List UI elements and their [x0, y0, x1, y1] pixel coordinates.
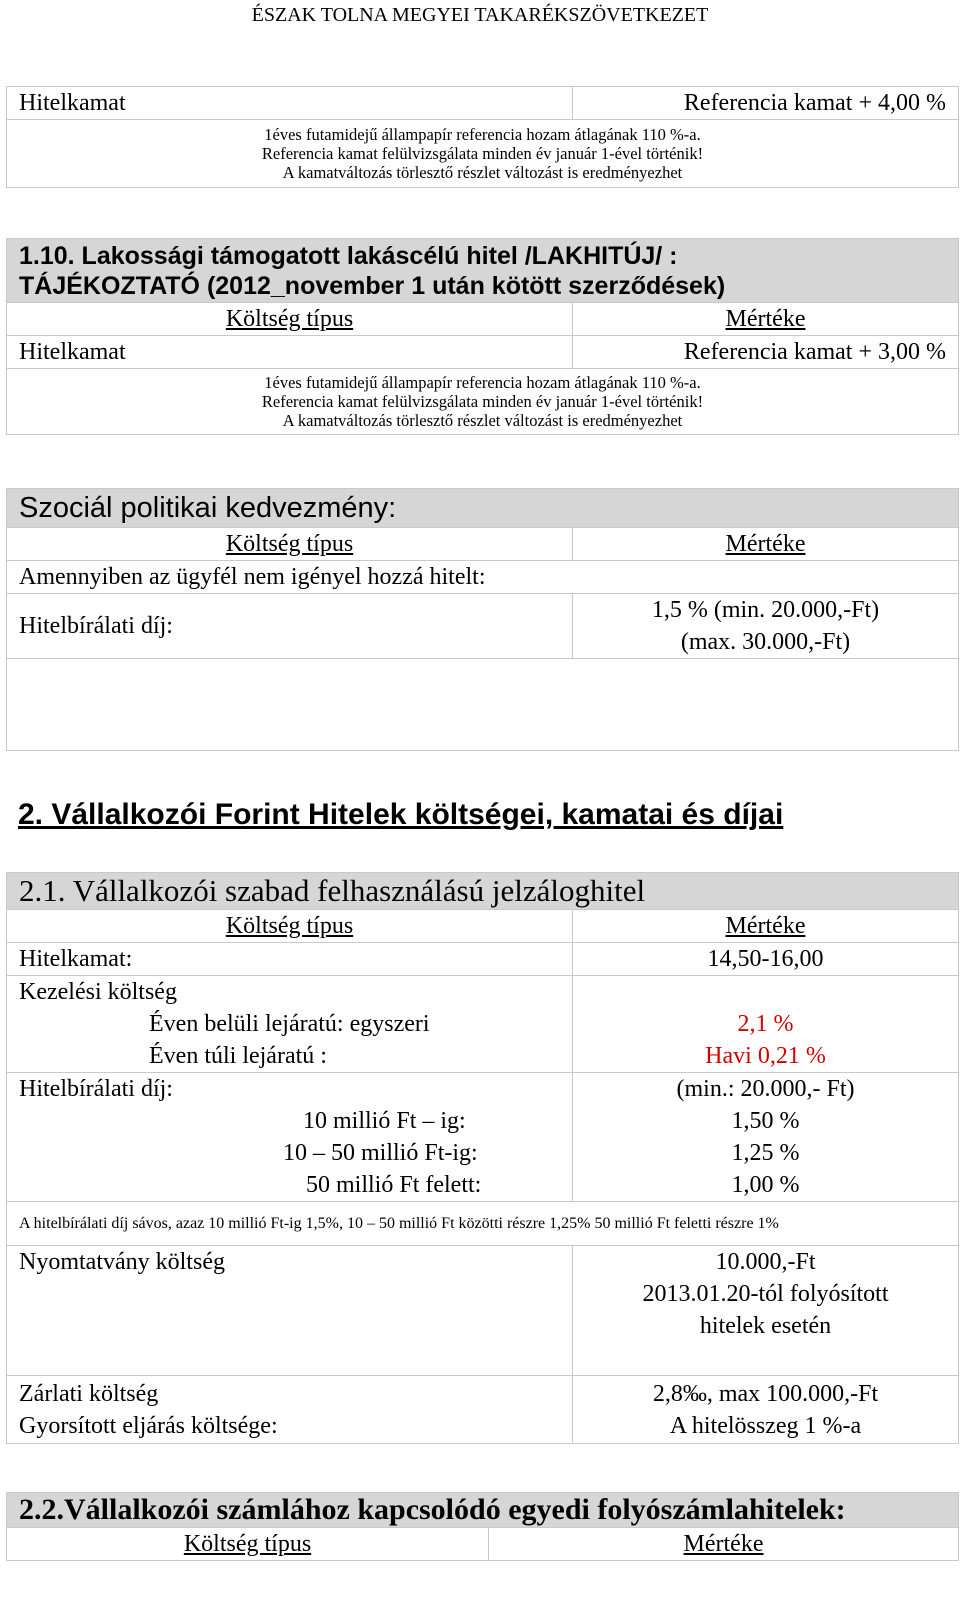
- interest-value: Referencia kamat + 3,00 %: [573, 336, 959, 369]
- interest-label: Hitelkamat:: [7, 943, 573, 976]
- credit-assessment-fee-label: Hitelbírálati díj: 10 millió Ft – ig: 10 – 50 millió Ft-ig: 50 millió Ft felett:: [7, 1073, 573, 1202]
- cost-type-header: Költség típus: [7, 910, 573, 943]
- interest-value: Referencia kamat + 4,00 %: [573, 87, 959, 120]
- institution-header: ÉSZAK TOLNA MEGYEI TAKARÉKSZÖVETKEZET: [251, 4, 709, 26]
- reference-rate-note: 1éves futamidejű állampapír referencia hozam átlagának 110 %-a. Referencia kamat felülvizsgálata minden év január 1-ével történik! A kamatváltozás törlesztő részlet változást is eredményezhet: [7, 120, 959, 188]
- amount-header: Mértéke: [573, 910, 959, 943]
- rate-table-prev: [6, 86, 959, 188]
- cost-type-header: Költség típus: [7, 1528, 489, 1561]
- business-mortgage-table: [6, 872, 959, 1444]
- overdraft-table: [6, 1492, 959, 1561]
- interest-value: 14,50-16,00: [573, 943, 959, 976]
- credit-assessment-fee-value: 1,5 % (min. 20.000,-Ft) (max. 30.000,-Ft): [573, 594, 959, 659]
- no-loan-condition: Amennyiben az ügyfél nem igényel hozzá hitelt:: [7, 561, 959, 594]
- lakhituj-title: 1.10. Lakossági támogatott lakáscélú hitel /LAKHITÚJ/ : TÁJÉKOZTATÓ (2012_november 1 után kötött szerződések): [7, 239, 959, 303]
- closure-fast-value: 2,8‰, max 100.000,-Ft A hitelösszeg 1 %-a: [573, 1376, 959, 1444]
- lakhituj-table: [6, 238, 959, 435]
- social-discount-table: [6, 488, 959, 751]
- empty-row: [7, 659, 959, 751]
- amount-header: Mértéke: [573, 528, 959, 561]
- reference-rate-note: 1éves futamidejű állampapír referencia hozam átlagának 110 %-a. Referencia kamat felülvizsgálata minden év január 1-ével történik! A kamatváltozás törlesztő részlet változást is eredményezhet: [7, 369, 959, 435]
- credit-assessment-fee-label: Hitelbírálati díj:: [7, 594, 573, 659]
- amount-header: Mértéke: [573, 303, 959, 336]
- management-fee-value: 2,1 % Havi 0,21 %: [573, 976, 959, 1073]
- overdraft-title: 2.2.Vállalkozói számlához kapcsolódó egyedi folyószámlahitelek:: [7, 1493, 959, 1528]
- closure-fast-label: Zárlati költség Gyorsított eljárás költsége:: [7, 1376, 573, 1444]
- cost-type-header: Költség típus: [7, 528, 573, 561]
- cost-type-header: Költség típus: [7, 303, 573, 336]
- interest-label: Hitelkamat: [7, 87, 573, 120]
- interest-label: Hitelkamat: [7, 336, 573, 369]
- amount-header: Mértéke: [489, 1528, 959, 1561]
- management-fee-label: Kezelési költség Éven belüli lejáratú: egyszeri Éven túli lejáratú :: [7, 976, 573, 1073]
- credit-assessment-fee-value: (min.: 20.000,- Ft) 1,50 % 1,25 % 1,00 %: [573, 1073, 959, 1202]
- business-mortgage-title: 2.1. Vállalkozói szabad felhasználású jelzáloghitel: [7, 873, 959, 910]
- credit-assessment-fee-note: A hitelbírálati díj sávos, azaz 10 millió Ft-ig 1,5%, 10 – 50 millió Ft közötti részre 1,25% 50 millió Ft feletti részre 1%: [7, 1202, 959, 1246]
- social-discount-title: Szociál politikai kedvezmény:: [7, 489, 959, 528]
- form-cost-value: 10.000,-Ft 2013.01.20-tól folyósított hitelek esetén: [573, 1246, 959, 1376]
- section-2-title: 2. Vállalkozói Forint Hitelek költségei, kamatai és díjai: [18, 798, 784, 831]
- form-cost-label: Nyomtatvány költség: [7, 1246, 573, 1376]
